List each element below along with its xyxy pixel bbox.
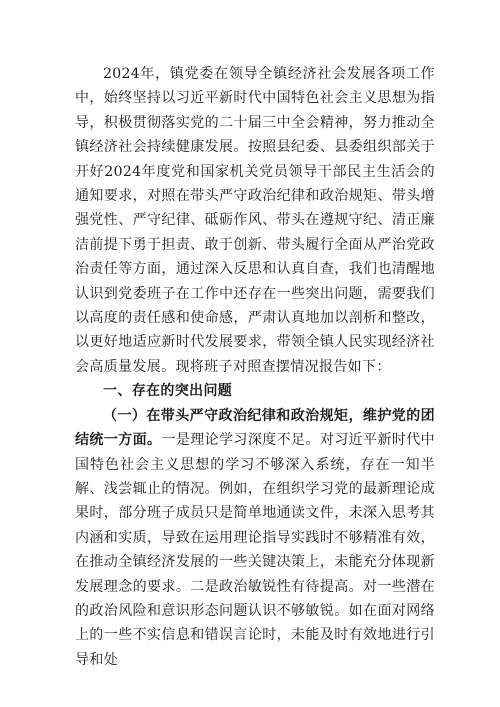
subsection-paragraph	[75, 404, 435, 672]
document-body	[75, 62, 435, 672]
subsection-body: 一是理论学习深度不足。对习近平新时代中国特色社会主义思想的学习不够深入系统，存在一知半解、浅尝辄止的情况。例如，在组织学习党的最新理论成果时，部分班子成员只是简单地通读文件，未深入思考其内涵和实质，导致在运用理论指导实践时不够精准有效，在推动全镇经济发展的一些关键决策上，未能充分体现新发展理念的要求。二是政治敏锐性有待提高。对一些潜在的政治风险和意识形态问题认识不够敏锐。如在面对网络上的一些不实信息和错误言论时，未能及时有效地进行引导和处	[75, 432, 435, 668]
intro-paragraph: 2024年，镇党委在领导全镇经济社会发展各项工作中，始终坚持以习近平新时代中国特色社会主义思想为指导，积极贯彻落实党的二十届三中全会精神，努力推动全镇经济社会持续健康发展。按照县纪委、县委组织部关于开好2024年度党和国家机关党员领导干部民主生活会的通知要求，对照在带头严守政治纪律和政治规矩、带头增强党性、严守纪律、砥砺作风、带头在遵规守纪、清正廉洁前提下勇于担责、敢于创新、带头履行全面从严治党政治责任等方面，通过深入反思和认真自查，我们也清醒地认识到党委班子在工作中还存在一些突出问题，需要我们以高度的责任感和使命感，严肃认真地加以剖析和整改，以更好地适应新时代发展要求，带领全镇人民实现经济社会高质量发展。现将班子对照查摆情况报告如下：	[75, 66, 435, 375]
subsection-heading: （一）在带头严守政治纪律和政治规矩，维护党的团结统一方面。	[75, 407, 435, 449]
section-heading: 一、存在的突出问题	[103, 383, 233, 400]
